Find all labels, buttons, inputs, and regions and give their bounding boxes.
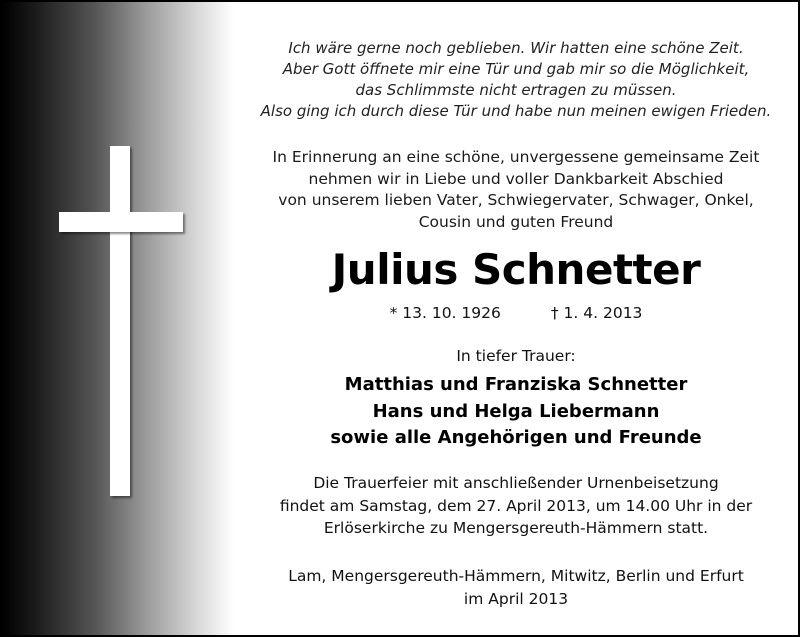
cross-vertical-beam bbox=[110, 146, 130, 496]
death-date: † 1. 4. 2013 bbox=[550, 304, 643, 322]
mourning-intro: In tiefer Trauer: bbox=[456, 347, 576, 365]
cross-horizontal-beam bbox=[59, 212, 183, 232]
quote-line: Aber Gott öffnete mir eine Tür und gab mir so die Möglichkeit, bbox=[282, 60, 750, 78]
quote-line: das Schlimmste nicht ertragen zu müssen. bbox=[355, 81, 677, 99]
remembrance-line: von unserem lieben Vater, Schwiegervater, Schwager, Onkel, bbox=[278, 191, 754, 209]
birth-date: * 13. 10. 1926 bbox=[389, 304, 501, 322]
notice-content bbox=[234, 2, 798, 635]
ceremony-line: findet am Samstag, dem 27. April 2013, um 14.00 Uhr in der bbox=[279, 496, 753, 515]
mourner-line: sowie alle Angehörigen und Freunde bbox=[330, 427, 702, 448]
life-dates bbox=[234, 302, 798, 324]
remembrance-text bbox=[234, 147, 798, 233]
remembrance-line: nehmen wir in Liebe und voller Dankbarkeit Abschied bbox=[308, 169, 724, 188]
ceremony-line: Erlöserkirche zu Mengersgereuth-Hämmern statt. bbox=[323, 519, 709, 537]
mourner-line: Matthias und Franziska Schnetter bbox=[344, 374, 688, 395]
places-and-date bbox=[234, 565, 798, 610]
mourners-list bbox=[234, 372, 798, 452]
remembrance-line: Cousin und guten Freund bbox=[418, 212, 614, 231]
quote-line: Also ging ich durch diese Tür und habe nun meinen ewigen Frieden. bbox=[260, 102, 772, 120]
gradient-side-panel bbox=[2, 2, 234, 635]
remembrance-line: In Erinnerung an eine schöne, unvergessene gemeinsame Zeit bbox=[272, 148, 760, 166]
mourner-line: Hans und Helga Liebermann bbox=[372, 400, 660, 422]
places-line: Lam, Mengersgereuth-Hämmern, Mitwitz, Berlin und Erfurt bbox=[288, 567, 744, 585]
ceremony-info bbox=[234, 472, 798, 540]
deceased-name: Julius Schnetter bbox=[331, 245, 701, 294]
memorial-quote bbox=[234, 38, 798, 122]
quote-line: Ich wäre gerne noch geblieben. Wir hatten eine schöne Zeit. bbox=[288, 39, 744, 57]
ceremony-line: Die Trauerfeier mit anschließender Urnenbeisetzung bbox=[313, 474, 719, 492]
date-line: im April 2013 bbox=[463, 589, 569, 608]
